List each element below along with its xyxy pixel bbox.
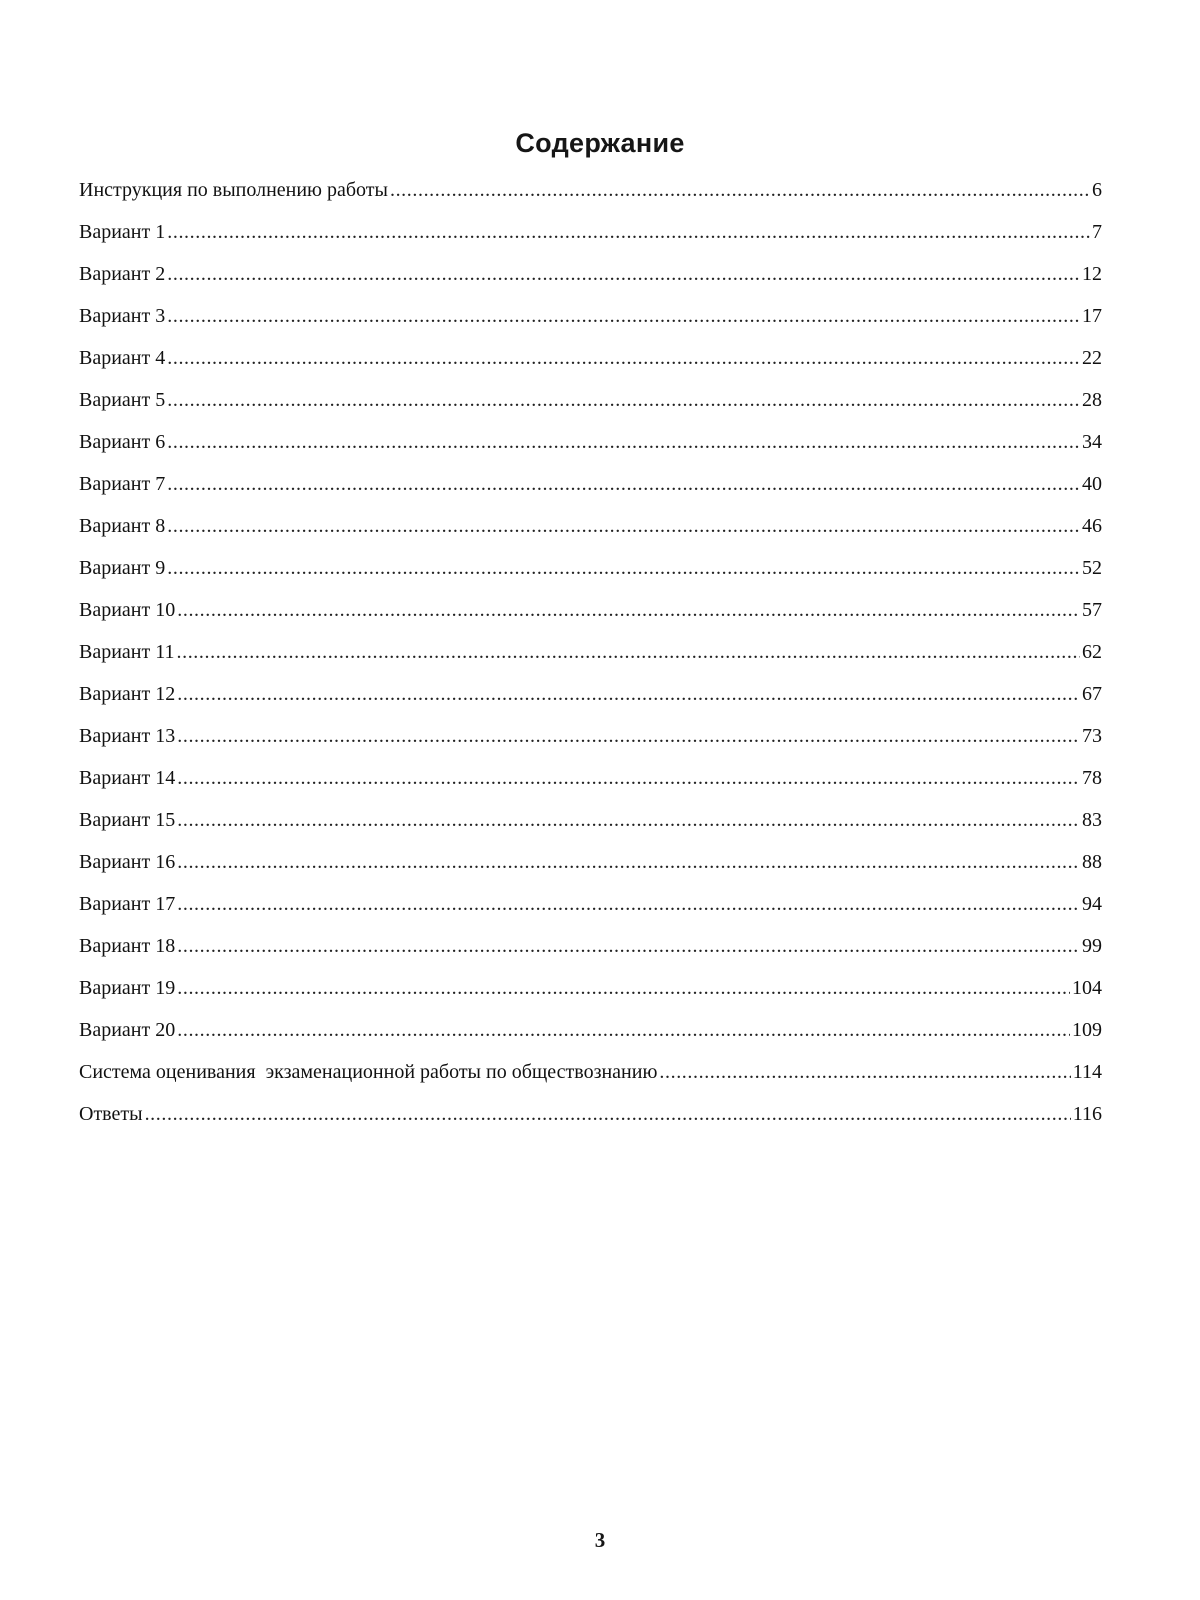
toc-entry-label: Вариант 4: [79, 347, 166, 369]
toc-entry-page: 94: [1082, 893, 1102, 915]
dot-leader: [167, 556, 1080, 580]
toc-entry-label: Вариант 14: [79, 767, 176, 789]
dot-leader: [390, 178, 1090, 202]
toc-entry-page: 114: [1072, 1061, 1102, 1083]
toc-entry-label: Вариант 8: [79, 515, 166, 537]
toc-entry-page: 52: [1082, 557, 1102, 579]
toc-entry-label: Вариант 9: [79, 557, 166, 579]
dot-leader: [167, 472, 1080, 496]
toc-entry-label: Вариант 17: [79, 893, 176, 915]
toc-entry-variant-7[interactable]: [79, 472, 1102, 514]
toc-entry-page: 67: [1082, 683, 1102, 705]
toc-entry-page: 28: [1082, 389, 1102, 411]
toc-entry-label: Вариант 5: [79, 389, 166, 411]
toc-entry-page: 34: [1082, 431, 1102, 453]
toc-entry-label: Вариант 11: [79, 641, 175, 663]
dot-leader: [177, 640, 1081, 664]
toc-entry-variant-10[interactable]: [79, 598, 1102, 640]
toc-entry-variant-19[interactable]: [79, 976, 1102, 1018]
toc-entry-instructions[interactable]: [79, 178, 1102, 220]
toc-entry-label: Вариант 7: [79, 473, 166, 495]
toc-entry-variant-17[interactable]: [79, 892, 1102, 934]
dot-leader: [177, 1018, 1070, 1042]
toc-entry-variant-3[interactable]: [79, 304, 1102, 346]
toc-entry-page: 104: [1072, 977, 1102, 999]
toc-entry-label: Вариант 6: [79, 431, 166, 453]
toc-entry-label: Вариант 20: [79, 1019, 176, 1041]
toc-entry-variant-12[interactable]: [79, 682, 1102, 724]
toc-entry-grading-system[interactable]: [79, 1060, 1102, 1102]
dot-leader: [177, 934, 1080, 958]
toc-entry-variant-4[interactable]: [79, 346, 1102, 388]
toc-entry-variant-8[interactable]: [79, 514, 1102, 556]
toc-entry-page: 109: [1072, 1019, 1102, 1041]
toc-entry-variant-6[interactable]: [79, 430, 1102, 472]
toc-entry-variant-14[interactable]: [79, 766, 1102, 808]
toc-entry-page: 17: [1082, 305, 1102, 327]
toc-entry-label: Вариант 19: [79, 977, 176, 999]
toc-entry-variant-16[interactable]: [79, 850, 1102, 892]
dot-leader: [177, 976, 1070, 1000]
dot-leader: [177, 808, 1080, 832]
dot-leader: [177, 724, 1080, 748]
dot-leader: [177, 892, 1080, 916]
toc-entry-variant-1[interactable]: [79, 220, 1102, 262]
toc-entry-page: 73: [1082, 725, 1102, 747]
toc-entry-page: 99: [1082, 935, 1102, 957]
toc-entry-label: Вариант 2: [79, 263, 166, 285]
toc-entry-page: 6: [1092, 179, 1102, 201]
toc-entry-label: Вариант 10: [79, 599, 176, 621]
toc-entry-variant-20[interactable]: [79, 1018, 1102, 1060]
dot-leader: [167, 220, 1090, 244]
toc-entry-page: 62: [1082, 641, 1102, 663]
dot-leader: [167, 430, 1080, 454]
toc-entry-page: 12: [1082, 263, 1102, 285]
toc-entry-page: 7: [1092, 221, 1102, 243]
dot-leader: [167, 514, 1080, 538]
toc-entry-page: 46: [1082, 515, 1102, 537]
dot-leader: [145, 1102, 1071, 1126]
toc-entry-label: Вариант 13: [79, 725, 176, 747]
dot-leader: [167, 304, 1080, 328]
dot-leader: [167, 262, 1080, 286]
dot-leader: [177, 850, 1080, 874]
toc-entry-variant-18[interactable]: [79, 934, 1102, 976]
toc-entry-page: 57: [1082, 599, 1102, 621]
toc-entry-page: 83: [1082, 809, 1102, 831]
page-title: Содержание: [515, 128, 685, 158]
toc-entry-page: 88: [1082, 851, 1102, 873]
toc-entry-answers[interactable]: [79, 1102, 1102, 1144]
page-number: 3: [594, 1528, 606, 1552]
toc-entry-label: Вариант 16: [79, 851, 176, 873]
toc-entry-label: Вариант 3: [79, 305, 166, 327]
toc-entry-label: Инструкция по выполнению работы: [79, 179, 388, 201]
table-of-contents: [79, 178, 1102, 1144]
dot-leader: [177, 766, 1080, 790]
dot-leader: [177, 598, 1080, 622]
toc-entry-variant-9[interactable]: [79, 556, 1102, 598]
toc-entry-page: 116: [1072, 1103, 1102, 1125]
toc-entry-page: 40: [1082, 473, 1102, 495]
dot-leader: [167, 388, 1080, 412]
dot-leader: [177, 682, 1080, 706]
toc-entry-variant-13[interactable]: [79, 724, 1102, 766]
toc-entry-variant-5[interactable]: [79, 388, 1102, 430]
toc-entry-label: Ответы: [79, 1103, 143, 1125]
toc-entry-variant-11[interactable]: [79, 640, 1102, 682]
toc-entry-page: 22: [1082, 347, 1102, 369]
toc-entry-label: Вариант 15: [79, 809, 176, 831]
toc-entry-label: Система оценивания экзаменационной работы по обществознанию: [79, 1061, 658, 1083]
toc-entry-label: Вариант 1: [79, 221, 166, 243]
toc-entry-variant-2[interactable]: [79, 262, 1102, 304]
dot-leader: [659, 1060, 1070, 1084]
toc-entry-label: Вариант 18: [79, 935, 176, 957]
dot-leader: [167, 346, 1080, 370]
toc-entry-page: 78: [1082, 767, 1102, 789]
toc-entry-variant-15[interactable]: [79, 808, 1102, 850]
toc-entry-label: Вариант 12: [79, 683, 176, 705]
